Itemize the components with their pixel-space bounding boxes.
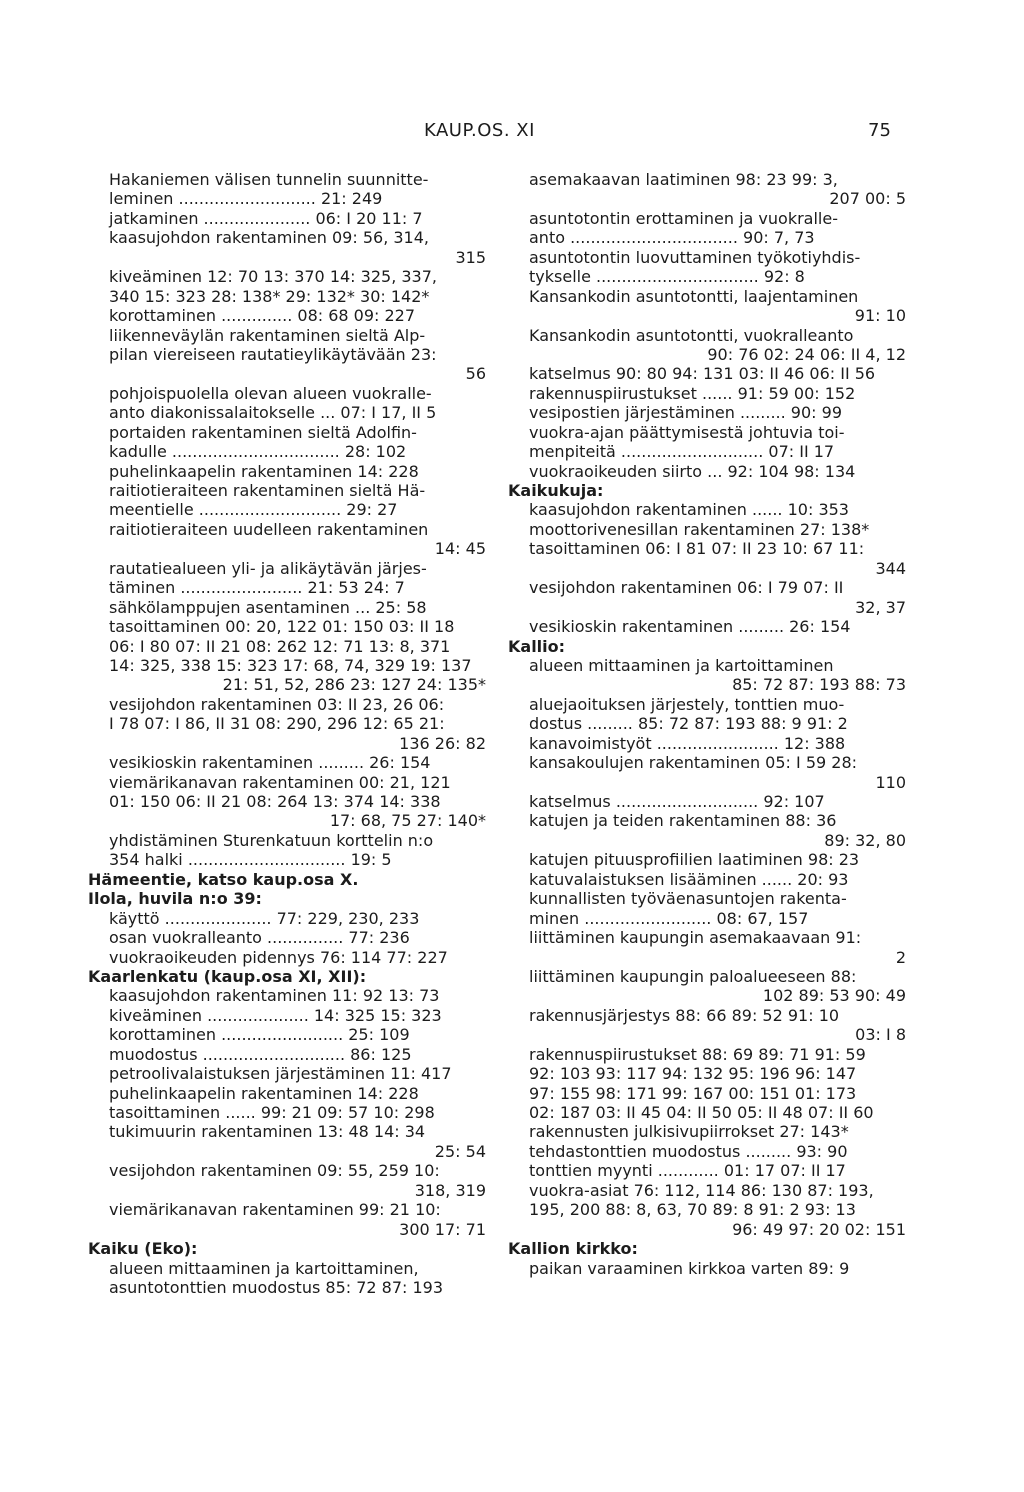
index-heading: Kallion kirkko:: [508, 1239, 638, 1259]
index-line: 56: [465, 364, 486, 384]
index-line: tasoittaminen 00: 20, 122 01: 150 03: II 18: [109, 617, 455, 637]
index-line: vesijohdon rakentaminen 09: 55, 259 10:: [109, 1161, 440, 1181]
index-line: leminen ........................... 21: 249: [109, 189, 383, 209]
index-line: asemakaavan laatiminen 98: 23 99: 3,: [529, 170, 838, 189]
index-line: moottorivenesillan rakentaminen 27: 138*: [529, 519, 870, 539]
index-heading: Ilola, huvila n:o 39:: [88, 889, 262, 909]
index-line: dostus ......... 85: 72 87: 193 88: 9 91: 2: [529, 714, 848, 734]
running-head: KAUP.OS. XI: [424, 120, 535, 141]
index-line: katujen ja teiden rakentaminen 88: 36: [529, 811, 837, 831]
index-heading: Kaiku (Eko):: [88, 1239, 198, 1259]
index-line: jatkaminen ..................... 06: I 20 11: 7: [109, 208, 423, 228]
index-line: 03: I 8: [855, 1025, 906, 1045]
index-line: 14: 45: [434, 539, 486, 559]
index-line: rakennuspiirustukset ...... 91: 59 00: 152: [529, 383, 856, 403]
index-line: pohjoispuolella olevan alueen vuokralle-: [109, 383, 432, 403]
index-line: tasoittaminen 06: I 81 07: II 23 10: 67 11:: [529, 539, 865, 559]
index-line: 14: 325, 338 15: 323 17: 68, 74, 329 19: 137: [109, 655, 472, 675]
index-line: katselmus 90: 80 94: 131 03: II 46 06: II 56: [529, 364, 876, 384]
index-line: rautatiealueen yli- ja alikäytävän järjes-: [109, 558, 427, 578]
index-line: 344: [875, 558, 906, 578]
index-line: alueen mittaaminen ja kartoittaminen,: [109, 1258, 419, 1278]
index-line: 32, 37: [855, 597, 906, 617]
index-line: Kansankodin asuntotontti, laajentaminen: [529, 286, 859, 306]
index-line: raitiotieraiteen uudelleen rakentaminen: [109, 519, 429, 539]
index-line: kadulle ................................. 28: 102: [109, 442, 407, 462]
index-line: kunnallisten työväenasuntojen rakenta-: [529, 889, 847, 909]
index-line: aluejaoituksen järjestely, tonttien muo-: [529, 694, 845, 714]
index-line: kanavoimistyöt ........................ 12: 388: [529, 733, 846, 753]
index-line: Hakaniemen välisen tunnelin suunnitte-: [109, 170, 429, 189]
index-line: asuntotonttien muodostus 85: 72 87: 193: [109, 1277, 444, 1297]
index-line: 102 89: 53 90: 49: [762, 986, 906, 1006]
index-line: vesijohdon rakentaminen 03: II 23, 26 06:: [109, 694, 445, 714]
index-line: kansakoulujen rakentaminen 05: I 59 28:: [529, 753, 858, 773]
index-heading: Hämeentie, katso kaup.osa X.: [88, 869, 359, 889]
page-number: 75: [868, 120, 891, 141]
index-line: kiveäminen 12: 70 13: 370 14: 325, 337,: [109, 267, 437, 287]
index-line: osan vuokralleanto ............... 77: 236: [109, 928, 410, 948]
index-line: kaasujohdon rakentaminen 11: 92 13: 73: [109, 986, 440, 1006]
index-line: viemärikanavan rakentaminen 99: 21 10:: [109, 1200, 441, 1220]
index-line: 02: 187 03: II 45 04: II 50 05: II 48 07: II 60: [529, 1103, 874, 1122]
index-line: liittäminen kaupungin paloalueeseen 88:: [529, 966, 857, 986]
index-line: 21: 51, 52, 286 23: 127 24: 135*: [222, 675, 486, 695]
index-line: tonttien myynti ............ 01: 17 07: II 17: [529, 1161, 846, 1181]
index-line: minen ......................... 08: 67, 157: [529, 908, 809, 928]
page-header: [0, 120, 1024, 144]
index-line: rakennusten julkisivupiirrokset 27: 143*: [529, 1122, 849, 1142]
index-line: 136 26: 82: [399, 733, 486, 753]
index-line: 85: 72 87: 193 88: 73: [732, 675, 906, 695]
index-line: tasoittaminen ...... 99: 21 09: 57 10: 298: [109, 1103, 435, 1122]
index-line: katujen pituusprofiilien laatiminen 98: 23: [529, 850, 860, 870]
index-line: vuokra-ajan päättymisestä johtuvia toi-: [529, 422, 845, 442]
index-line: rakennusjärjestys 88: 66 89: 52 91: 10: [529, 1005, 840, 1025]
index-line: liittäminen kaupungin asemakaavaan 91:: [529, 928, 862, 948]
index-line: täminen ........................ 21: 53 24: 7: [109, 578, 405, 598]
index-line: käyttö ..................... 77: 229, 230, 233: [109, 908, 420, 928]
index-line: 2: [895, 947, 906, 967]
index-heading: Kallio:: [508, 636, 566, 656]
index-line: yhdistäminen Sturenkatuun korttelin n:o: [109, 830, 434, 850]
index-line: anto diakonissalaitokselle ... 07: I 17, II 5: [109, 403, 437, 423]
index-heading: Kaikukuja:: [508, 481, 604, 500]
index-line: vuokra-asiat 76: 112, 114 86: 130 87: 193,: [529, 1180, 874, 1200]
index-line: kaasujohdon rakentaminen 09: 56, 314,: [109, 228, 429, 248]
index-line: vesikioskin rakentaminen ......... 26: 154: [109, 753, 431, 773]
index-line: viemärikanavan rakentaminen 00: 21, 121: [109, 772, 451, 792]
index-line: kiveäminen .................... 14: 325 15: 323: [109, 1005, 442, 1025]
index-line: portaiden rakentaminen sieltä Adolfin-: [109, 422, 417, 442]
index-line: 195, 200 88: 8, 63, 70 89: 8 91: 2 93: 13: [529, 1200, 856, 1220]
index-line: 90: 76 02: 24 06: II 4, 12: [707, 344, 906, 364]
index-line: asuntotontin erottaminen ja vuokralle-: [529, 208, 838, 228]
index-line: petroolivalaistuksen järjestäminen 11: 417: [109, 1064, 452, 1084]
index-line: 207 00: 5: [829, 189, 906, 209]
index-line: korottaminen ........................ 25: 109: [109, 1025, 410, 1045]
index-line: vesipostien järjestäminen ......... 90: 99: [529, 403, 842, 423]
index-line: vesikioskin rakentaminen ......... 26: 154: [529, 617, 851, 637]
index-line: 96: 49 97: 20 02: 151: [732, 1219, 906, 1239]
index-line: meentielle ............................ 29: 27: [109, 500, 398, 520]
index-line: korottaminen .............. 08: 68 09: 227: [109, 306, 416, 326]
index-line: paikan varaaminen kirkkoa varten 89: 9: [529, 1258, 850, 1278]
index-line: 89: 32, 80: [824, 830, 906, 850]
index-line: alueen mittaaminen ja kartoittaminen: [529, 655, 834, 675]
index-line: vesijohdon rakentaminen 06: I 79 07: II: [529, 578, 844, 598]
index-line: muodostus ............................ 86: 125: [109, 1044, 412, 1064]
index-line: tehdastonttien muodostus ......... 93: 90: [529, 1141, 848, 1161]
index-line: anto ................................. 90: 7, 73: [529, 228, 815, 248]
index-line: tykselle ................................ 92: 8: [529, 267, 805, 287]
index-line: tukimuurin rakentaminen 13: 48 14: 34: [109, 1122, 426, 1142]
index-line: 315: [455, 247, 486, 267]
index-line: I 78 07: I 86, II 31 08: 290, 296 12: 65 21:: [109, 714, 445, 734]
index-line: 06: I 80 07: II 21 08: 262 12: 71 13: 8, 371: [109, 636, 451, 656]
index-line: 25: 54: [434, 1141, 486, 1161]
index-heading: Kaarlenkatu (kaup.osa XI, XII):: [88, 966, 367, 986]
index-line: liikenneväylän rakentaminen sieltä Alp-: [109, 325, 426, 345]
index-line: 17: 68, 75 27: 140*: [329, 811, 486, 831]
index-line: rakennuspiirustukset 88: 69 89: 71 91: 59: [529, 1044, 866, 1064]
index-line: menpiteitä ............................ 07: II 17: [529, 442, 835, 462]
index-line: asuntotontin luovuttaminen työkotiyhdis-: [529, 247, 861, 267]
index-line: kaasujohdon rakentaminen ...... 10: 353: [529, 500, 849, 520]
index-line: 01: 150 06: II 21 08: 264 13: 374 14: 338: [109, 792, 441, 811]
index-line: 110: [875, 772, 906, 792]
index-line: 318, 319: [414, 1180, 486, 1200]
index-line: vuokraoikeuden siirto ... 92: 104 98: 134: [529, 461, 856, 481]
right-column: [508, 170, 906, 1278]
index-line: puhelinkaapelin rakentaminen 14: 228: [109, 1083, 419, 1103]
index-line: Kansankodin asuntotontti, vuokralleanto: [529, 325, 854, 345]
index-line: sähkölamppujen asentaminen ... 25: 58: [109, 597, 427, 617]
index-line: 97: 155 98: 171 99: 167 00: 151 01: 173: [529, 1083, 857, 1103]
index-line: katuvalaistuksen lisääminen ...... 20: 93: [529, 869, 849, 889]
index-line: 92: 103 93: 117 94: 132 95: 196 96: 147: [529, 1064, 857, 1084]
index-line: 354 halki ............................... 19: 5: [109, 850, 392, 870]
index-line: pilan viereiseen rautatieylikäytävään 23:: [109, 344, 437, 364]
index-line: katselmus ............................ 92: 107: [529, 792, 825, 811]
left-column: [88, 170, 486, 1297]
index-line: 91: 10: [854, 306, 906, 326]
index-line: puhelinkaapelin rakentaminen 14: 228: [109, 461, 419, 481]
index-line: raitiotieraiteen rakentaminen sieltä Hä-: [109, 481, 426, 500]
index-line: 340 15: 323 28: 138* 29: 132* 30: 142*: [109, 286, 430, 306]
index-line: vuokraoikeuden pidennys 76: 114 77: 227: [109, 947, 448, 967]
index-line: 300 17: 71: [399, 1219, 486, 1239]
